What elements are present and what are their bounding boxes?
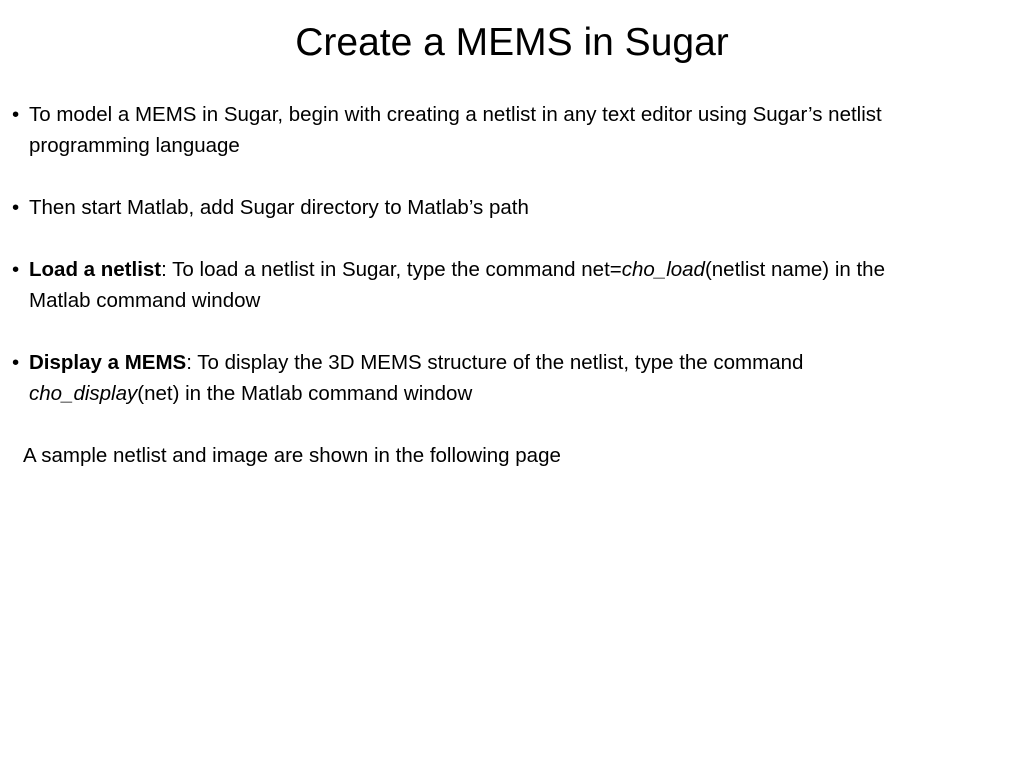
bullet-text-continued: Matlab command window (29, 289, 261, 312)
bullet-text-after: (netlist name) in the (704, 258, 885, 281)
bullet-item-model-mems (12, 99, 1012, 161)
closing-note: A sample netlist and image are shown in the following page (23, 444, 561, 467)
slide-title: Create a MEMS in Sugar (295, 21, 729, 64)
slide-content (12, 99, 1012, 502)
bullet-item-load-netlist (12, 254, 1012, 316)
bullet-text: To model a MEMS in Sugar, begin with creating a netlist in any text editor using Sugar’s netlist (29, 103, 882, 126)
bullet-item-display-mems (12, 347, 1012, 409)
bullet-icon: • (12, 103, 20, 126)
bullet-icon: • (12, 258, 20, 281)
bullet-text: : To display the 3D MEMS structure of the netlist, type the command (186, 351, 804, 374)
bullet-lead: Load a netlist (29, 258, 162, 281)
bullet-text-continued: programming language (29, 134, 240, 157)
bullet-text-continued-wrapper (29, 378, 1012, 409)
command-name: cho_display (29, 382, 138, 405)
bullet-icon: • (12, 351, 20, 374)
bullet-lead: Display a MEMS (29, 351, 187, 374)
command-name: cho_load (621, 258, 705, 281)
bullet-text-continued: (net) in the Matlab command window (137, 382, 473, 405)
bullet-item-start-matlab (12, 192, 1012, 223)
bullet-text: Then start Matlab, add Sugar directory to Matlab’s path (29, 196, 529, 219)
bullet-text: : To load a netlist in Sugar, type the command net= (161, 258, 622, 281)
bullet-icon: • (12, 196, 20, 219)
